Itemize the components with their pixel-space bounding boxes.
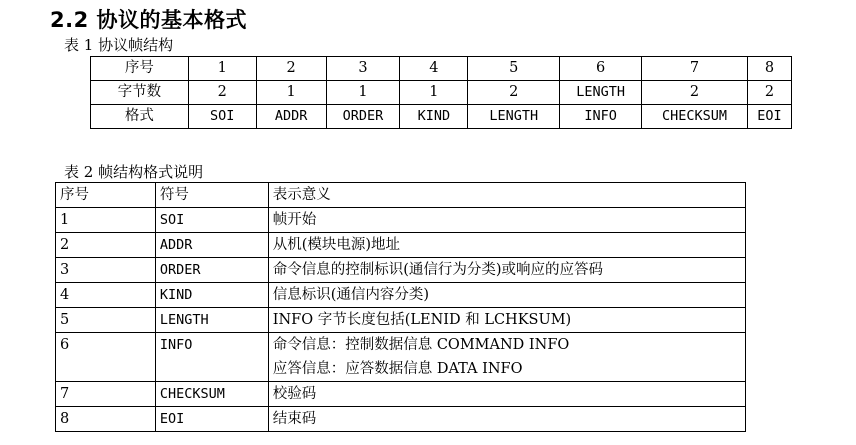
meaning-line: 命令信息：控制数据信息 COMMAND INFO: [272, 337, 570, 353]
row-meaning: [268, 333, 745, 382]
row-meaning: [268, 308, 745, 333]
meaning-line: 命令信息的控制标识(通信行为分类)或响应的应答码: [272, 262, 604, 278]
row-number: 5: [56, 308, 156, 333]
meaning-line: 校验码: [272, 386, 317, 402]
table-row: [56, 407, 746, 432]
table-cell: EOI: [747, 105, 791, 129]
row-label: 字节数: [91, 81, 189, 105]
table-row: [56, 308, 746, 333]
table-cell: 3: [326, 57, 400, 81]
table-cell: LENGTH: [468, 105, 560, 129]
table-cell: 8: [747, 57, 791, 81]
table-cell: 6: [560, 57, 642, 81]
table1-caption: 表 1 协议帧结构: [64, 36, 174, 54]
table-row: [91, 105, 792, 129]
row-symbol: ORDER: [155, 258, 268, 283]
table-cell: 1: [188, 57, 256, 81]
table-cell: 1: [326, 81, 400, 105]
table-row: [56, 258, 746, 283]
table-cell: 1: [256, 81, 326, 105]
table-cell: 2: [468, 81, 560, 105]
table-cell: 1: [400, 81, 468, 105]
table-cell: LENGTH: [560, 81, 642, 105]
table-row: [56, 208, 746, 233]
meaning-line: 帧开始: [272, 212, 317, 228]
row-number: 4: [56, 283, 156, 308]
table-cell: 2: [256, 57, 326, 81]
table-row: [91, 57, 792, 81]
section-heading: 2.2 协议的基本格式: [50, 8, 248, 32]
meaning-line: 信息标识(通信内容分类): [272, 287, 430, 303]
row-symbol: CHECKSUM: [155, 382, 268, 407]
table-row: [91, 81, 792, 105]
table-cell: INFO: [560, 105, 642, 129]
table-cell: 7: [642, 57, 748, 81]
table-cell: 4: [400, 57, 468, 81]
header-symbol: 符号: [155, 183, 268, 208]
row-number: 8: [56, 407, 156, 432]
row-symbol: EOI: [155, 407, 268, 432]
table-cell: ORDER: [326, 105, 400, 129]
row-symbol: INFO: [155, 333, 268, 382]
table-header-row: [56, 183, 746, 208]
row-meaning: [268, 283, 745, 308]
row-number: 2: [56, 233, 156, 258]
table2-caption: 表 2 帧结构格式说明: [64, 163, 204, 181]
table-row: [56, 382, 746, 407]
table-cell: SOI: [188, 105, 256, 129]
row-meaning: [268, 258, 745, 283]
meaning-line: 结束码: [272, 411, 317, 427]
row-number: 1: [56, 208, 156, 233]
frame-structure-table: [90, 56, 792, 129]
table-cell: ADDR: [256, 105, 326, 129]
table-cell: 2: [188, 81, 256, 105]
row-meaning: [268, 382, 745, 407]
table-row: [56, 283, 746, 308]
table-row: [56, 233, 746, 258]
row-symbol: KIND: [155, 283, 268, 308]
row-symbol: ADDR: [155, 233, 268, 258]
frame-format-description-table: [55, 182, 746, 432]
table-row: [56, 333, 746, 382]
table-cell: CHECKSUM: [642, 105, 748, 129]
row-number: 3: [56, 258, 156, 283]
table-cell: KIND: [400, 105, 468, 129]
meaning-line: 从机(模块电源)地址: [272, 237, 401, 253]
row-meaning: [268, 208, 745, 233]
row-label: 格式: [91, 105, 189, 129]
row-number: 6: [56, 333, 156, 382]
table-cell: 2: [642, 81, 748, 105]
table-cell: 5: [468, 57, 560, 81]
row-symbol: LENGTH: [155, 308, 268, 333]
meaning-line: 应答信息：应答数据信息 DATA INFO: [272, 361, 523, 377]
table-cell: 2: [747, 81, 791, 105]
row-meaning: [268, 233, 745, 258]
header-no: 序号: [56, 183, 156, 208]
row-meaning: [268, 407, 745, 432]
row-number: 7: [56, 382, 156, 407]
row-symbol: SOI: [155, 208, 268, 233]
row-label: 序号: [91, 57, 189, 81]
header-meaning: 表示意义: [268, 183, 745, 208]
meaning-line: INFO 字节长度包括(LENID 和 LCHKSUM): [272, 312, 572, 328]
